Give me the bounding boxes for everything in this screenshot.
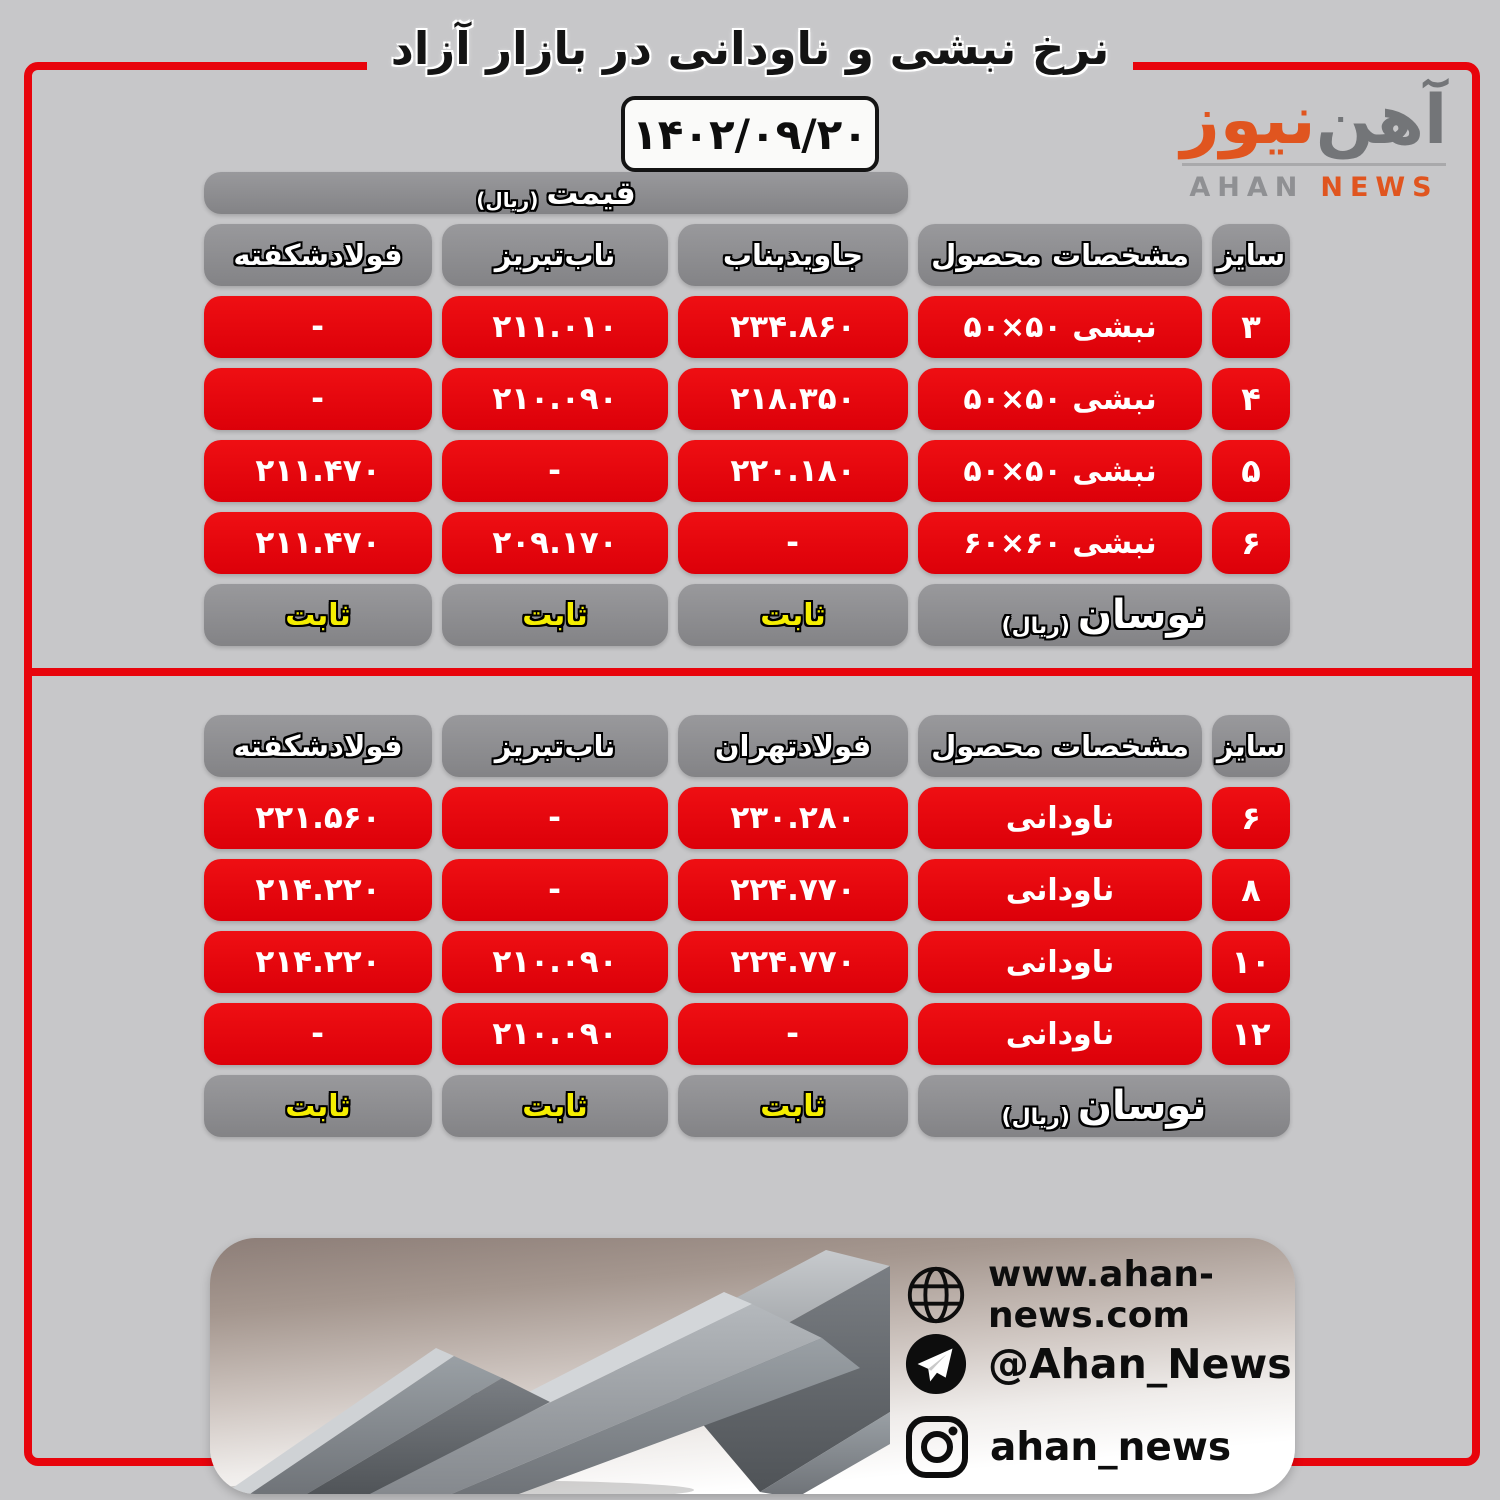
- price-cell: -: [311, 381, 325, 417]
- table-row: [204, 931, 1290, 993]
- product-cell: ناودانی: [1005, 872, 1115, 908]
- price-cell: -: [548, 800, 562, 836]
- fluctuation-unit: (ریال): [1001, 613, 1070, 639]
- column-header-brand-2: ناب‌تبریز: [494, 729, 616, 763]
- website-row: [904, 1254, 1295, 1336]
- globe-icon: [904, 1263, 968, 1327]
- telegram-icon: [904, 1332, 968, 1396]
- product-cell: نبشی ۵۰×۵۰: [963, 453, 1157, 489]
- fluctuation-value-pill: ثابت: [285, 597, 351, 633]
- fluctuation-value-pill: ثابت: [285, 1088, 351, 1124]
- channel-price-table: [204, 715, 1290, 1137]
- column-header-size: سایز: [1216, 729, 1286, 763]
- angle-price-table: [204, 172, 1290, 646]
- price-cell: ۲۳۰.۲۸۰: [730, 800, 856, 836]
- price-cell: ۲۱۱.۴۷۰: [255, 453, 381, 489]
- logo-farsi-news: نیوز: [1180, 81, 1316, 160]
- fluctuation-value-pill: ثابت: [522, 1088, 588, 1124]
- price-label: قیمت: [546, 174, 636, 212]
- table-row: [204, 296, 1290, 358]
- product-cell: ناودانی: [1005, 944, 1115, 980]
- size-cell: ۳: [1241, 308, 1261, 346]
- logo-farsi: [1172, 82, 1456, 160]
- logo-farsi-ahan: آهن: [1315, 81, 1448, 160]
- section-divider: [24, 668, 1480, 676]
- table-row: [204, 440, 1290, 502]
- table-row: [204, 787, 1290, 849]
- column-header-product: مشخصات محصول: [931, 238, 1189, 272]
- price-cell: ۲۰۹.۱۷۰: [492, 525, 618, 561]
- product-cell: ناودانی: [1005, 800, 1115, 836]
- price-cell: ۲۲۴.۷۷۰: [730, 872, 856, 908]
- fluctuation-row: [204, 584, 1290, 646]
- product-cell: ناودانی: [1005, 1016, 1115, 1052]
- page-title: [0, 22, 1500, 75]
- logo-english: [1172, 172, 1456, 203]
- fluctuation-value-pill: ثابت: [760, 597, 826, 633]
- column-header-brand-3: فولادشکفته: [233, 238, 403, 272]
- price-cell: -: [786, 1016, 800, 1052]
- column-header-size: سایز: [1216, 238, 1286, 272]
- size-cell: ۸: [1241, 871, 1261, 909]
- price-cell: -: [786, 525, 800, 561]
- column-header-brand-3: فولادشکفته: [233, 729, 403, 763]
- price-cell: -: [548, 872, 562, 908]
- instagram-text: ahan_news: [990, 1424, 1232, 1470]
- fluctuation-value-pill: ثابت: [522, 597, 588, 633]
- price-cell: ۲۱۰.۰۹۰: [492, 944, 618, 980]
- price-cell: ۲۱۴.۲۲۰: [255, 944, 381, 980]
- column-header-brand-1: فولادتهران: [714, 729, 872, 763]
- price-cell: ۲۱۰.۰۹۰: [492, 1016, 618, 1052]
- instagram-icon: [904, 1414, 970, 1480]
- website-text: www.ahan-news.com: [988, 1254, 1214, 1336]
- size-cell: ۱۲: [1231, 1015, 1271, 1053]
- size-cell: ۱۰: [1231, 943, 1271, 981]
- price-cell: -: [548, 453, 562, 489]
- fluctuation-label-pill: [918, 584, 1290, 646]
- price-cell: ۲۲۴.۷۷۰: [730, 944, 856, 980]
- fluctuation-label: نوسان: [1077, 1083, 1207, 1129]
- price-cell: -: [311, 309, 325, 345]
- price-cell: ۲۲۱.۵۶۰: [255, 800, 381, 836]
- telegram-text: @Ahan_News: [988, 1340, 1292, 1388]
- table-header-row: [204, 224, 1290, 286]
- column-header-product: مشخصات محصول: [931, 729, 1189, 763]
- price-unit-pill: [204, 172, 908, 214]
- price-cell: ۲۱۴.۲۲۰: [255, 872, 381, 908]
- date-text: ۱۴۰۲/۰۹/۲۰: [632, 109, 868, 159]
- logo-divider-line: [1182, 163, 1446, 166]
- price-cell: ۲۱۱.۰۱۰: [492, 309, 618, 345]
- logo-english-ahan: AHAN: [1189, 172, 1305, 204]
- price-unit-row: [204, 172, 1290, 214]
- instagram-row: [904, 1414, 1231, 1480]
- table-header-row: [204, 715, 1290, 777]
- fluctuation-row: [204, 1075, 1290, 1137]
- product-cell: نبشی ۵۰×۵۰: [963, 381, 1157, 417]
- column-header-brand-2: ناب‌تبریز: [494, 238, 616, 272]
- size-cell: ۶: [1241, 524, 1261, 562]
- table-row: [204, 859, 1290, 921]
- page-title-text: نرخ نبشی و ناودانی در بازار آزاد: [367, 22, 1133, 75]
- logo-english-news: NEWS: [1320, 172, 1439, 204]
- price-cell: -: [311, 1016, 325, 1052]
- fluctuation-label-pill: [918, 1075, 1290, 1137]
- footer-card: [210, 1238, 1295, 1494]
- fluctuation-value-pill: ثابت: [760, 1088, 826, 1124]
- price-unit-label: (ریال): [476, 188, 539, 212]
- steel-profiles-image: [210, 1240, 894, 1494]
- size-cell: ۶: [1241, 799, 1261, 837]
- size-cell: ۴: [1241, 380, 1261, 418]
- column-header-brand-1: جاویدبناب: [722, 238, 864, 272]
- fluctuation-unit: (ریال): [1001, 1104, 1070, 1130]
- price-cell: ۲۱۰.۰۹۰: [492, 381, 618, 417]
- price-cell: ۲۲۰.۱۸۰: [730, 453, 856, 489]
- size-cell: ۵: [1241, 452, 1261, 490]
- product-cell: نبشی ۶۰×۶۰: [963, 525, 1157, 561]
- telegram-row: [904, 1332, 1292, 1396]
- product-cell: نبشی ۵۰×۵۰: [963, 309, 1157, 345]
- table-row: [204, 1003, 1290, 1065]
- price-cell: ۲۱۱.۴۷۰: [255, 525, 381, 561]
- fluctuation-label: نوسان: [1077, 592, 1207, 638]
- ahan-news-logo: [1172, 82, 1456, 203]
- price-cell: ۲۳۴.۸۶۰: [730, 309, 856, 345]
- table-row: [204, 512, 1290, 574]
- date-badge: [621, 96, 879, 172]
- table-row: [204, 368, 1290, 430]
- price-cell: ۲۱۸.۳۵۰: [730, 381, 856, 417]
